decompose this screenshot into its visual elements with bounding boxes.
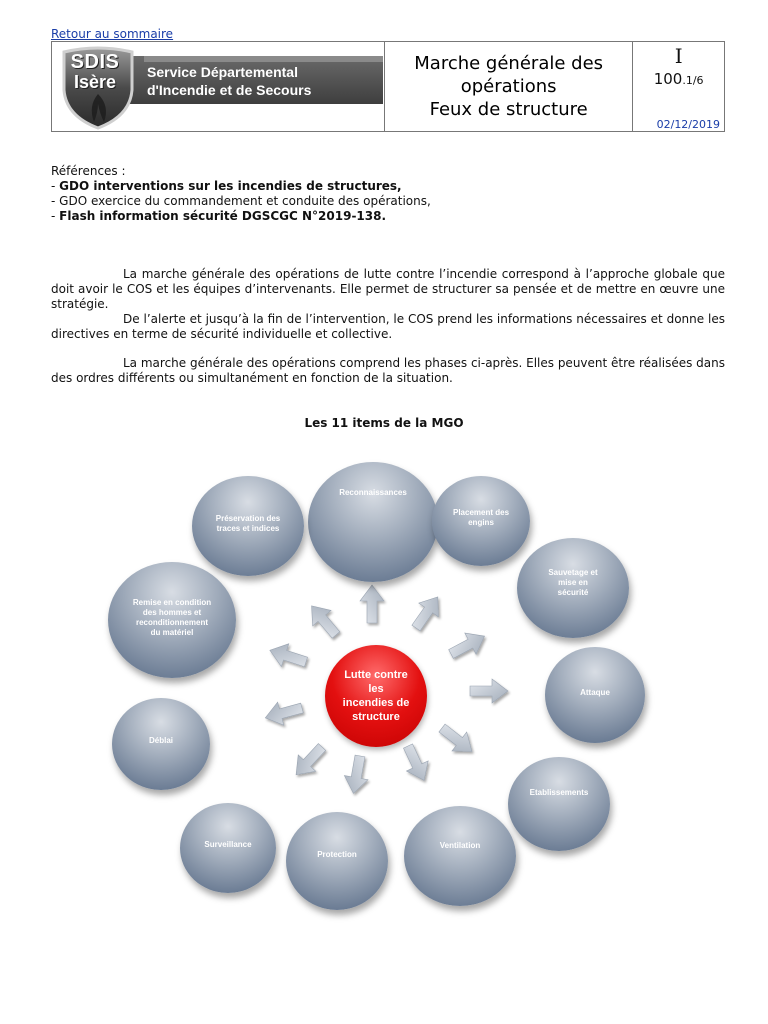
bubble-label: traces et indices	[216, 524, 280, 533]
reference-page: .1/6	[682, 74, 704, 87]
paragraph-phases: La marche générale des opérations comprend les phases ci-après. Elles peuvent être réalisées dans des ordres différents ou simultanément en fonction de la situation.	[51, 356, 725, 385]
bubble-label: du matériel	[150, 628, 194, 637]
bubble-label: Ventilation	[439, 841, 481, 850]
reference-main: 100	[653, 70, 683, 88]
organization-line-2: d'Incendie et de Secours	[147, 82, 312, 98]
center-label: Lutte contre	[344, 669, 408, 681]
center-label: les	[368, 683, 384, 695]
center-label: structure	[352, 711, 400, 723]
arrow-to-remise	[266, 639, 310, 674]
bubble-placement-des-engins	[432, 476, 530, 566]
title-line-3: Feux de structure	[429, 99, 588, 120]
bubble-surveillance	[180, 803, 276, 893]
shield-lettering	[66, 52, 124, 92]
reference-item	[51, 179, 725, 194]
references-block	[51, 164, 725, 224]
reference-text: GDO interventions sur les incendies de structures,	[59, 179, 402, 193]
references-label: Références :	[51, 164, 126, 178]
paragraph-alert: De l’alerte et jusqu’à la fin de l’intervention, le COS prend les informations nécessaires et donne les directives en terme de sécurité individuelle et collective.	[51, 312, 725, 341]
document-date: 02/12/2019	[656, 118, 721, 131]
bubble-label: Surveillance	[204, 840, 252, 849]
back-to-summary-link[interactable]: Retour au sommaire	[51, 27, 174, 41]
document-header	[51, 41, 725, 132]
bubble-label: reconditionnement	[135, 618, 208, 627]
bubble-etablissements	[508, 757, 610, 851]
bubble-label: Préservation des	[215, 514, 281, 523]
bubble-label: Déblai	[148, 736, 173, 745]
bubble-preservation	[192, 476, 304, 576]
center-bubble	[325, 645, 427, 747]
bubble-label: des hommes et	[142, 608, 202, 617]
arrow-to-surveillance	[287, 739, 330, 783]
reference-text: GDO exercice du commandement et conduite des opérations,	[59, 194, 431, 208]
bubble-label: engins	[468, 518, 494, 527]
arrow-to-ventilation	[397, 741, 435, 786]
arrow-to-etablissements	[435, 719, 480, 761]
reference-dash: -	[51, 209, 60, 223]
bubble-remise-en-condition	[108, 562, 236, 678]
title-line-1: Marche générale des	[414, 53, 604, 74]
reference-number	[633, 70, 724, 88]
logo-banner-stripe	[144, 56, 383, 62]
bubble-deblai	[112, 698, 210, 790]
arrow-to-sauvetage	[445, 626, 490, 665]
arrow-to-placement	[406, 590, 447, 635]
bubble-label: Remise en condition	[132, 598, 212, 607]
bubble-sauvetage	[517, 538, 629, 638]
arrow-to-deblai	[262, 696, 305, 729]
mgo-diagram	[0, 440, 768, 920]
bubble-reconnaissances	[308, 462, 438, 582]
reference-dash: -	[51, 179, 60, 193]
arrow-to-protection	[342, 754, 372, 796]
bubble-label: mise en	[558, 578, 588, 587]
bubble-label: Placement des	[452, 508, 510, 517]
arrow-to-reconnaissances	[360, 585, 384, 623]
reference-text: Flash information sécurité DGSCGC N°2019-138.	[59, 209, 387, 223]
reference-item	[51, 194, 725, 209]
organization-line-1: Service Départemental	[147, 64, 298, 80]
title-cell	[385, 42, 633, 131]
diagram-title: Les 11 items de la MGO	[304, 416, 464, 430]
logo-cell	[52, 42, 385, 131]
reference-chapter: I	[674, 44, 683, 68]
center-label: incendies de	[342, 697, 410, 709]
bubble-protection	[286, 812, 388, 910]
arrow-to-attaque	[470, 679, 508, 703]
reference-cell	[633, 42, 724, 131]
bubble-label: Etablissements	[529, 788, 589, 797]
organization-name	[147, 63, 311, 99]
bubble-attaque	[545, 647, 645, 743]
bubble-label: Protection	[317, 850, 357, 859]
bubble-label: Sauvetage et	[548, 568, 598, 577]
shield-line-1: SDIS	[70, 51, 120, 73]
reference-item	[51, 209, 725, 224]
arrow-to-preservation	[302, 598, 345, 643]
bubble-ventilation	[404, 806, 516, 906]
title-line-2: opérations	[460, 76, 557, 97]
paragraph-intro: La marche générale des opérations de lutte contre l’incendie correspond à l’approche globale que doit avoir le COS et les équipes d’intervenants. Elle permet de structurer sa pensée et de mettre en œuvre une stratégie.	[51, 267, 725, 311]
document-title	[414, 52, 603, 121]
reference-dash: -	[51, 194, 60, 208]
shield-line-2: Isère	[73, 72, 117, 92]
bubble-label: sécurité	[557, 588, 589, 597]
bubble-label: Attaque	[580, 688, 610, 697]
bubble-label: Reconnaissances	[339, 488, 407, 497]
